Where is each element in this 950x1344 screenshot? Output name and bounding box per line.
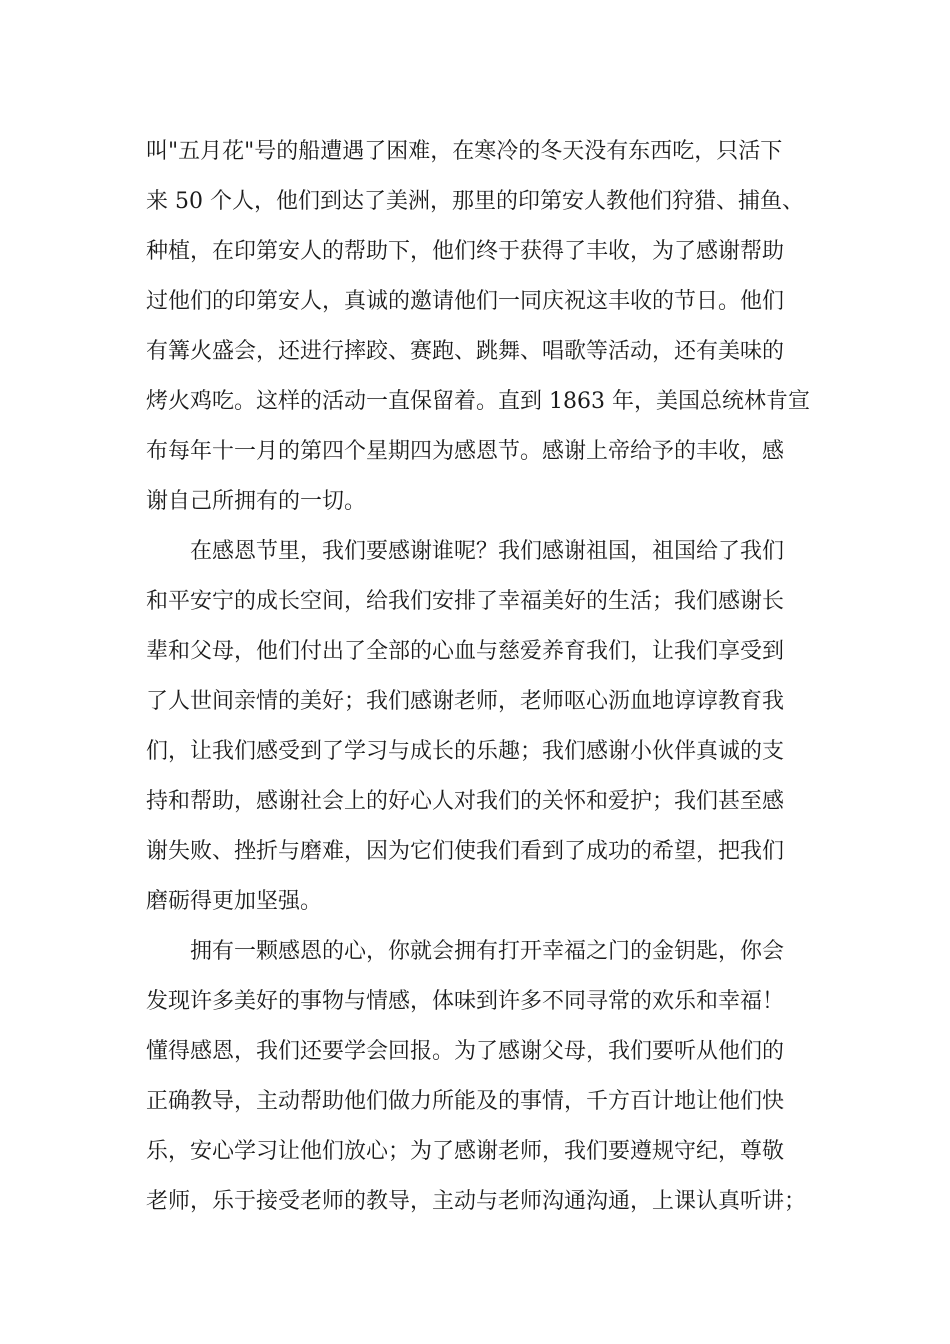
text-line: 谢自己所拥有的一切。: [146, 489, 367, 514]
text-line: 们，让我们感受到了学习与成长的乐趣；我们感谢小伙伴真诚的支: [146, 739, 785, 764]
text-line: 有篝火盛会，还进行摔跤、赛跑、跳舞、唱歌等活动，还有美味的: [146, 339, 785, 364]
text-line: 布每年十一月的第四个星期四为感恩节。感谢上帝给予的丰收，感: [146, 439, 785, 464]
text-line: 叫"五月花"号的船遭遇了困难，在寒冷的冬天没有东西吃，只活下: [146, 139, 783, 164]
paragraph-first-line: 拥有一颗感恩的心，你就会拥有打开幸福之门的金钥匙，你会: [190, 939, 785, 964]
paragraph-first-line: 在感恩节里，我们要感谢谁呢？我们感谢祖国，祖国给了我们: [190, 539, 785, 564]
text-line: 辈和父母，他们付出了全部的心血与慈爱养育我们，让我们享受到: [146, 639, 785, 664]
text-line: 过他们的印第安人，真诚的邀请他们一同庆祝这丰收的节日。他们: [146, 289, 785, 314]
text-line: 和平安宁的成长空间，给我们安排了幸福美好的生活；我们感谢长: [146, 589, 785, 614]
text-line: 了人世间亲情的美好；我们感谢老师，老师呕心沥血地谆谆教育我: [146, 689, 785, 714]
text-line: 磨砺得更加坚强。: [146, 889, 323, 914]
text-line: 发现许多美好的事物与情感，体味到许多不同寻常的欢乐和幸福！: [146, 989, 785, 1014]
text-line: 种植，在印第安人的帮助下，他们终于获得了丰收，为了感谢帮助: [146, 239, 785, 264]
text-line: 老师，乐于接受老师的教导，主动与老师沟通沟通，上课认真听讲；: [146, 1189, 807, 1214]
text-line: 乐，安心学习让他们放心；为了感谢老师，我们要遵规守纪，尊敬: [146, 1139, 785, 1164]
text-line: 正确教导，主动帮助他们做力所能及的事情，千方百计地让他们快: [146, 1089, 785, 1114]
text-line: 持和帮助，感谢社会上的好心人对我们的关怀和爱护；我们甚至感: [146, 789, 785, 814]
text-line: 烤火鸡吃。这样的活动一直保留着。直到 1863 年，美国总统林肯宣: [146, 389, 810, 414]
text-line: 谢失败、挫折与磨难，因为它们使我们看到了成功的希望，把我们: [146, 839, 785, 864]
text-line: 来 50 个人，他们到达了美洲，那里的印第安人教他们狩猎、捕鱼、: [146, 189, 804, 214]
text-line: 懂得感恩，我们还要学会回报。为了感谢父母，我们要听从他们的: [146, 1039, 785, 1064]
